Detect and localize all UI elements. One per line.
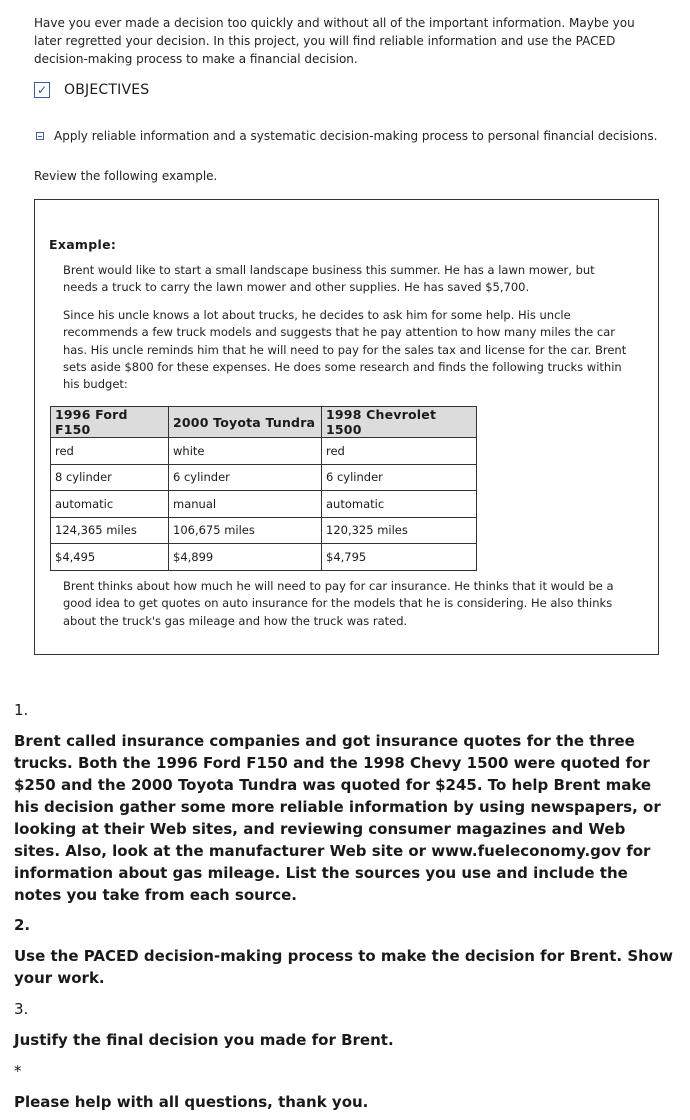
table-cell: 6 cylinder [322,464,477,491]
table-row [51,464,477,491]
example-paragraph-1: Brent would like to start a small landscape business this summer. He has a lawn mower, but needs a truck to carry the lawn mower and other supplies. He has saved $5,700. [63,263,595,295]
table-cell: red [51,438,169,465]
example-box [34,199,659,655]
table-cell: red [322,438,477,465]
table-cell: white [169,438,322,465]
table-cell: 124,365 miles [51,517,169,544]
question-1-number: 1. [14,701,29,719]
table-cell: 106,675 miles [169,517,322,544]
question-2-text: Use the PACED decision-making process to make the decision for Brent. Show your work. [14,947,673,987]
table-cell: $4,795 [322,544,477,571]
checkbox-icon: ✓ [34,82,50,98]
question-3-number: 3. [14,1000,29,1018]
table-header-row [51,407,477,438]
question-2-number: 2. [14,916,31,934]
closing-text: Please help with all questions, thank you. [14,1093,369,1111]
objectives-header [34,82,149,98]
example-paragraph-3: Brent thinks about how much he will need to pay for car insurance. He thinks that it would be a good idea to get quotes on auto insurance for the models that he is considering. He also thinks about the truck's gas mileage and how the truck was rated. [63,579,614,628]
table-cell: 8 cylinder [51,464,169,491]
example-label: Example: [49,237,117,252]
trucks-table [50,406,477,571]
review-text: Review the following example. [34,169,218,183]
intro-text: Have you ever made a decision too quickly and without all of the important information. Maybe you later regretted your decision. In this project, you will find reliable information and use the PACED decision-making process to make a financial decision. [34,16,635,66]
table-header-cell: 2000 Toyota Tundra [169,407,322,438]
table-cell: automatic [51,491,169,518]
asterisk: * [14,1062,22,1080]
table-cell: $4,899 [169,544,322,571]
table-row [51,517,477,544]
table-cell: 6 cylinder [169,464,322,491]
table-header-cell: 1998 Chevrolet 1500 [322,407,477,438]
example-paragraph-2: Since his uncle knows a lot about trucks, he decides to ask him for some help. His uncle recommends a few truck models and suggests that he pay attention to how many miles the car has. His uncle reminds him that he will need to pay for the sales tax and license for the car. Brent sets aside $800 for these expenses. He does some research and finds the following trucks within his budget: [63,308,627,392]
table-cell: automatic [322,491,477,518]
table-cell: $4,495 [51,544,169,571]
objective-item [36,129,657,143]
table-cell: manual [169,491,322,518]
question-1-text: Brent called insurance companies and got insurance quotes for the three trucks. Both the 1996 Ford F150 and the 1998 Chevy 1500 were quoted for $250 and the 2000 Toyota Tundra was quoted for $245. To help Brent make his decision gather some more reliable information by using newspapers, or looking at their Web sites, and reviewing consumer magazines and Web sites. Also, look at the manufacturer Web site or www.fueleconomy.gov for information about gas mileage. List the sources you use and include the notes you take from each source. [14,732,661,904]
objective-text: Apply reliable information and a systematic decision-making process to personal financial decisions. [54,129,658,143]
collapse-box-icon [36,132,44,140]
table-cell: 120,325 miles [322,517,477,544]
table-row [51,438,477,465]
table-row [51,491,477,518]
table-header-cell: 1996 Ford F150 [51,407,169,438]
table-row [51,544,477,571]
objectives-title: OBJECTIVES [64,82,150,98]
question-3-text: Justify the final decision you made for Brent. [14,1031,394,1049]
